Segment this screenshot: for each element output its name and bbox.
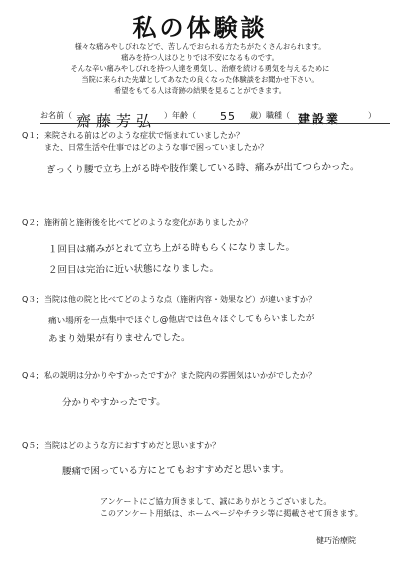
question-number: Q３; [22, 295, 39, 304]
question-5 [22, 440, 382, 452]
question-number: Q４; [22, 371, 39, 380]
footer-line: アンケートにご協力頂きまして、誠にありがとうございました。 [100, 497, 332, 506]
job-value: 建設業 [298, 112, 341, 126]
question-number: Q１; [22, 131, 39, 140]
age-value: 55 [220, 110, 236, 123]
question-text: 当院はどのような方におすすめだと思いますか？ [44, 441, 221, 450]
intro-text [20, 41, 380, 96]
intro-line: 痛みを持つ人はひとりでは不安になるものです。 [121, 53, 279, 62]
age-label: ）年齢（ [164, 111, 196, 120]
page-title: 私の体験談 [132, 13, 268, 42]
question-2 [22, 217, 382, 229]
question-text: 来院される前はどのような症状で悩まれていましたか？ [44, 131, 244, 140]
question-1 [22, 130, 382, 154]
answer-3-line-2: あまり効果が有りませんでした。 [47, 332, 191, 345]
answer-4: 分かりやすかったです。 [61, 396, 166, 409]
question-text: また、日常生活や仕事ではどのような事で困っていましたか？ [44, 143, 268, 152]
answer-3-line-1: 痛い場所を一点集中でほぐし@他店では色々ほぐしてもらいましたが [47, 313, 315, 327]
clinic-name: 健巧治療院 [316, 536, 356, 545]
answer-2-line-2: ２回目は完治に近い状態になりました。 [47, 263, 220, 276]
question-number: Q５; [22, 441, 39, 450]
question-3 [22, 294, 382, 306]
intro-line: 希望をもてる人は奇跡の結果を見ることができます。 [114, 86, 286, 95]
intro-line: そんな辛い痛みやしびれを持つ人達を勇気し、治療を続ける勇気を与えるために [70, 64, 330, 73]
name-label: お名前（ [40, 111, 72, 120]
question-number: Q２; [22, 218, 39, 227]
job-label: 歳）職種（ [250, 111, 290, 120]
respondent-info [40, 104, 380, 130]
intro-line: 当院に来られた先輩としてあなたの良くなった体験談をお聞かせ下さい。 [81, 75, 319, 84]
question-text: 当院は他の院と比べてどのような点（施術内容・効果など）が違いますか？ [44, 295, 316, 304]
info-underline [40, 123, 390, 124]
footer-line: このアンケート用紙は、ホームページやチラシ等に掲載させて頂きます。 [100, 509, 363, 518]
question-text: 私の説明は分かりやすかったですか？また院内の雰囲気はいかがでしたか？ [44, 371, 316, 380]
answer-1: ぎっくり腰で立ち上がる時や肢作業している時、痛みが出てつらかった。 [45, 161, 360, 176]
question-text: 施術前と施術後を比べてどのような変化がありましたか？ [44, 218, 252, 227]
answer-2-line-1: １回目は痛みがとれて立ち上がる時もらくになりました。 [47, 241, 296, 256]
job-close: ） [368, 111, 376, 120]
answer-5: 腰痛で困っている方にとてもおすすめだと思います。 [61, 463, 290, 478]
intro-line: 様々な痛みやしびれなどで、苦しんでおられる方たちがたくさんおられます。 [74, 42, 326, 51]
footer-text [100, 496, 390, 520]
name-value: 齋藤芳弘 [76, 112, 157, 130]
question-4 [22, 370, 382, 382]
